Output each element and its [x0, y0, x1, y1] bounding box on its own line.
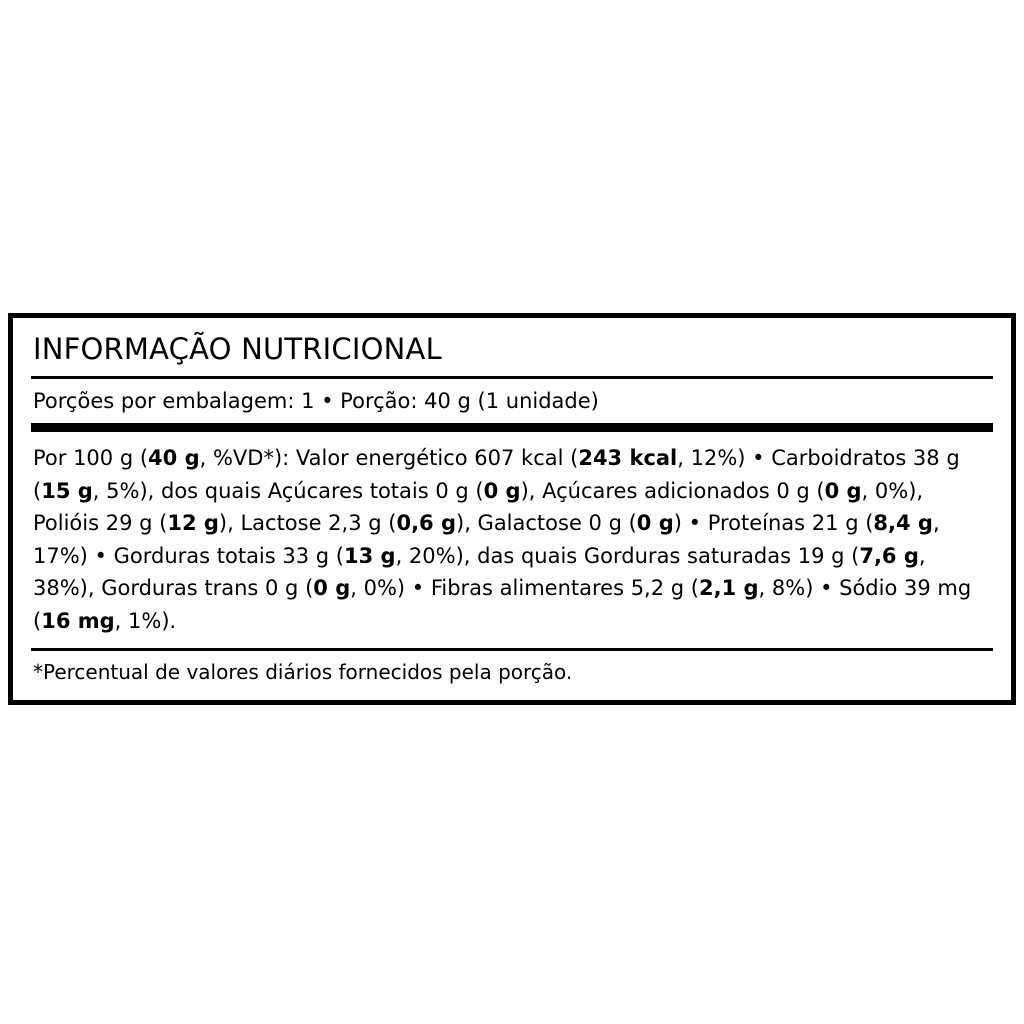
nutrient-text: , 5%), dos quais Açúcares totais 0 g ( — [92, 478, 484, 503]
nutrition-paragraph — [31, 432, 993, 647]
nutrient-text: Por 100 g ( — [33, 446, 149, 471]
nutrient-value-bold: 8,4 g — [873, 511, 933, 536]
nutrient-value-bold: 0 g — [483, 478, 521, 503]
nutrient-text: ), Açúcares adicionados 0 g ( — [520, 478, 825, 503]
nutrient-value-bold: 0 g — [636, 511, 674, 536]
nutrient-text: , 1%). — [114, 608, 177, 633]
nutrient-value-bold: 243 kcal — [578, 446, 678, 471]
nutrient-text: , 38%), Gorduras trans 0 g ( — [33, 543, 926, 601]
nutrient-text: , 20%), das quais Gorduras saturadas 19 g ( — [395, 543, 860, 568]
nutrient-value-bold: 0 g — [313, 576, 351, 601]
nutrient-value-bold: 0,6 g — [396, 511, 456, 536]
nutrient-value-bold: 7,6 g — [859, 543, 919, 568]
servings-line: Porções por embalagem: 1 • Porção: 40 g (1 unidade) — [33, 388, 599, 413]
nutrient-text: , 12%) • Carboidratos 38 g ( — [33, 446, 960, 503]
nutrient-value-bold: 15 g — [41, 478, 93, 503]
nutrient-text: ), Galactose 0 g ( — [456, 511, 637, 536]
nutrient-text: , %VD*): Valor energético 607 kcal ( — [199, 446, 579, 471]
divider-thick — [31, 423, 993, 432]
nutrient-value-bold: 2,1 g — [698, 576, 759, 601]
page-title: INFORMAÇÃO NUTRICIONAL — [33, 332, 442, 366]
nutrient-text: , 17%) • Gorduras totais 33 g ( — [33, 511, 940, 568]
nutrient-text: ) • Proteínas 21 g ( — [673, 511, 874, 536]
nutrient-text: , 0%) • Fibras alimentares 5,2 g ( — [350, 576, 699, 601]
vd-footnote: *Percentual de valores diários fornecidos pela porção. — [33, 659, 573, 684]
nutrient-text: , 8%) • Sódio 39 mg ( — [33, 576, 972, 633]
nutrient-value-bold: 16 mg — [41, 608, 115, 633]
nutrient-value-bold: 40 g — [148, 446, 200, 471]
nutrient-value-bold: 13 g — [343, 543, 396, 568]
nutrition-facts-inner — [13, 318, 1011, 700]
nutrient-value-bold: 0 g — [824, 478, 862, 503]
nutrient-text: , 0%), Polióis 29 g ( — [33, 478, 924, 536]
nutrient-value-bold: 12 g — [167, 511, 219, 536]
nutrition-facts-panel — [8, 313, 1016, 705]
nutrient-text: ), Lactose 2,3 g ( — [218, 511, 397, 536]
